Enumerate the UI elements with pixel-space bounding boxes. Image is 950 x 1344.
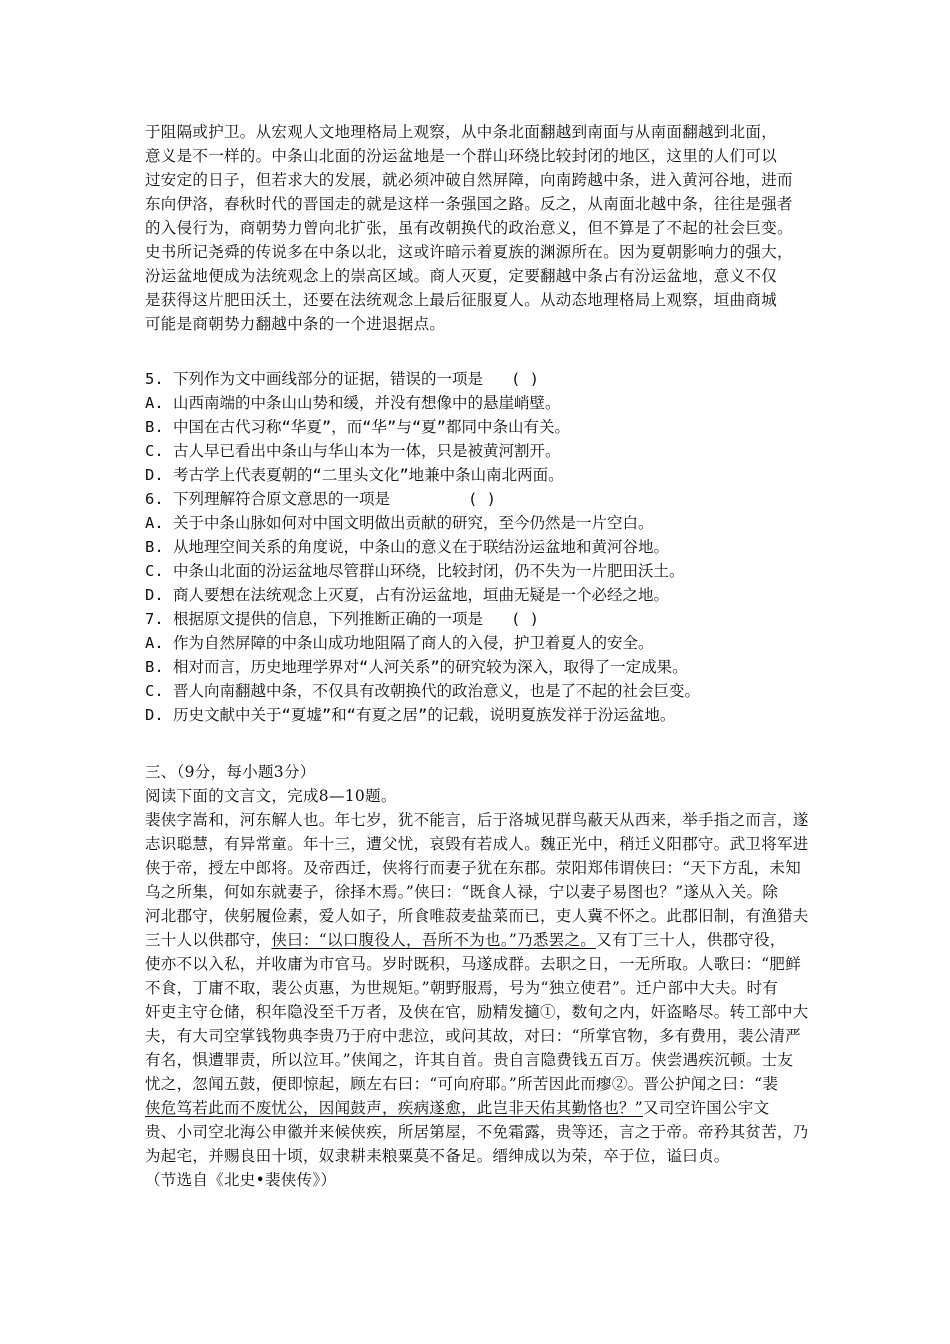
classical-text-line: 为起宅，并赐良田十顷，奴隶耕耒粮粟莫不备足。缙绅成以为荣，卒于位，谥曰贞。 (145, 1147, 730, 1165)
classical-text-line (145, 1096, 769, 1120)
classical-text-line: 夫，有大司空掌钱物典李贵乃于府中悲泣，或问其故，对曰：“所掌官物，多有费用，裴公清严 (145, 1027, 802, 1045)
classical-text-line: 志识聪慧，有异常童。年十三，遭父忧，哀毁有若成人。魏正光中，稍迁义阳郡守。武卫将军进 (145, 835, 809, 853)
question-stem-text: 5. 下列作为文中画线部分的证据，错误的一项是 (145, 370, 483, 388)
passage-line: 意义是不一样的。中条山北面的汾运盆地是一个群山环绕比较封闭的地区，这里的人们可以 (145, 147, 778, 165)
classical-text-line: 忧之，忽闻五鼓，便即惊起，顾左右曰：“可向府耶。”所苦因此而瘳②。晋公护闻之曰：“裴 (145, 1075, 779, 1093)
answer-blank[interactable]: ( ) (511, 610, 539, 628)
passage-line: 汾运盆地便成为法统观念上的崇高区域。商人灭夏，定要翻越中条占有汾运盆地，意义不仅 (145, 267, 778, 285)
question-7-option-b: B. 相对而言，历史地理学界对“人河关系”的研究较为深入，取得了一定成果。 (145, 658, 688, 676)
question-stem-text: 6. 下列理解符合原文意思的一项是 (145, 490, 390, 508)
classical-text-line: 有名，惧遭罪责，所以泣耳。”侠闻之，许其自首。贵自言隐费钱五百万。侠尝遇疾沉顿。士友 (145, 1051, 794, 1069)
passage-line: 的入侵行为，商朝势力曾向北扩张，虽有改朝换代的政治意义，但不算是了不起的社会巨变。 (145, 219, 793, 237)
classical-text-line: 奸吏主守仓储，积年隐没至千万者，及侠在官，励精发擿①，数旬之内，奸盗略尽。转工部中大 (145, 1003, 809, 1021)
classical-text-line (145, 928, 786, 952)
text-segment: 又有丁三十人，供郡守役， (596, 931, 786, 949)
passage-line: 是获得这片肥田沃土，还要在法统观念上最后征服夏人。从动态地理格局上观察，垣曲商城 (145, 291, 778, 309)
passage-line: 东向伊洛，春秋时代的晋国走的就是这样一条强国之路。反之，从南面北越中条，往往是强者 (145, 195, 793, 213)
question-5-stem (145, 367, 539, 391)
classical-text-line: 使亦不以入私，并收庸为市官马。岁时既积，马遂成群。去职之日，一无所取。人歌曰：“肥鲜 (145, 955, 802, 973)
classical-text-line: 贵、小司空北海公申徽并来候侠疾，所居第屋，不免霜露，贵等还，言之于帝。帝矜其贫苦，乃 (145, 1123, 809, 1141)
question-7-option-d: D. 历史文献中关于“夏墟”和“有夏之居”的记载，说明夏族发祥于汾运盆地。 (145, 706, 676, 724)
question-6-option-c: C. 中条山北面的汾运盆地尽管群山环绕，比较封闭，仍不失为一片肥田沃土。 (145, 562, 685, 580)
passage-line: 过安定的日子，但若求大的发展，就必须冲破自然屏障，向南跨越中条，进入黄河谷地，进而 (145, 171, 793, 189)
classical-text-line: 不食，丁庸不取，裴公贞惠，为世规矩。”朝野服焉，号为“独立使君”。迁户部中大夫。时有 (145, 979, 779, 997)
passage-line: 于阻隔或护卫。从宏观人文地理格局上观察，从中条北面翻越到南面与从南面翻越到北面， (145, 123, 778, 141)
passage-line: 史书所记尧舜的传说多在中条以北，这或许暗示着夏族的渊源所在。因为夏朝影响力的强大， (145, 243, 793, 261)
question-stem-text: 7. 根据原文提供的信息，下列推断正确的一项是 (145, 610, 483, 628)
section-heading: 三、（9分，每小题3分） (145, 763, 316, 781)
classical-text-line: 裴侠字嵩和，河东解人也。年七岁，犹不能言，后于洛城见群鸟蔽天从西来，举手指之而言，遂 (145, 811, 809, 829)
question-5-option-a: A. 山西南端的中条山山势和缓，并没有想像中的悬崖峭壁。 (145, 394, 561, 412)
source-citation: （节选自《北史•裴侠传》） (145, 1171, 337, 1189)
question-5-option-d: D. 考古学上代表夏朝的“二里头文化”地兼中条山南北两面。 (145, 466, 564, 484)
question-6-option-b: B. 从地理空间关系的角度说，中条山的意义在于联结汾运盆地和黄河谷地。 (145, 538, 669, 556)
text-segment: 又司空许国公宇文 (643, 1099, 770, 1117)
question-6-option-d: D. 商人要想在法统观念上灭夏，占有汾运盆地，垣曲无疑是一个必经之地。 (145, 586, 669, 604)
text-segment: 三十人以供郡守， (145, 931, 272, 949)
classical-text-line: 侠于帝，授左中郎将。及帝西迁，侠将行而妻子犹在东郡。荥阳郑伟谓侠曰：“天下方乱，未知 (145, 859, 802, 877)
question-5-option-c: C. 古人早已看出中条山与华山本为一体，只是被黄河割开。 (145, 442, 561, 460)
question-7-option-c: C. 晋人向南翻越中条，不仅具有改朝换代的政治意义，也是了不起的社会巨变。 (145, 682, 700, 700)
classical-text-line: 河北郡守，侠躬履俭素，爱人如子，所食唯菽麦盐菜而已，吏人冀不怀之。此郡旧制，有渔猎夫 (145, 907, 809, 925)
question-7-option-a: A. 作为自然屏障的中条山成功地阻隔了商人的入侵，护卫着夏人的安全。 (145, 634, 654, 652)
section-instruction: 阅读下面的文言文，完成8—10题。 (145, 787, 397, 805)
answer-blank[interactable]: ( ) (468, 490, 496, 508)
answer-blank[interactable]: ( ) (511, 370, 539, 388)
underlined-sentence: 侠曰：“以口腹役人，吾所不为也。”乃悉罢之。 (271, 931, 597, 949)
classical-text-line: 乌之所集，何如东就妻子，徐择木焉。”侠曰：“既食人禄，宁以妻子易图也？”遂从入关。除 (145, 883, 779, 901)
question-6-option-a: A. 关于中条山脉如何对中国文明做出贡献的研究，至今仍然是一片空白。 (145, 514, 654, 532)
question-5-option-b: B. 中国在古代习称“华夏”，而“华”与“夏”都同中条山有关。 (145, 418, 570, 436)
passage-line: 可能是商朝势力翻越中条的一个进退据点。 (145, 315, 446, 333)
question-6-stem (145, 487, 496, 511)
question-7-stem (145, 607, 539, 631)
underlined-sentence: 侠危笃若此而不废忧公，因闻鼓声，疾病遂愈，此岂非天佑其勤恪也？” (145, 1099, 644, 1117)
